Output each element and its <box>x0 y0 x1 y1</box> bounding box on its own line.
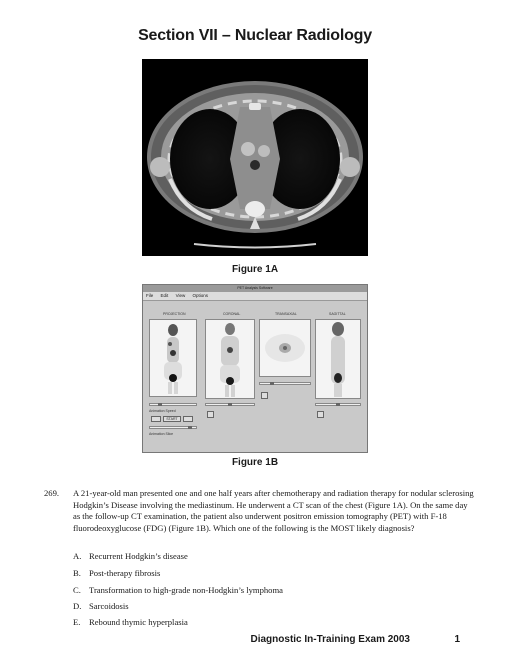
option-letter: A. <box>73 551 82 561</box>
slider-thumb[interactable] <box>188 426 192 429</box>
question-block <box>44 488 474 534</box>
page-title: Section VII – Nuclear Radiology <box>138 27 372 44</box>
animation-slice-slider[interactable] <box>149 426 197 429</box>
pet-projection-image <box>150 320 196 396</box>
projection-slider[interactable] <box>149 403 197 406</box>
pet-sagittal-image <box>316 320 360 398</box>
option-text: Post-therapy fibrosis <box>89 568 161 578</box>
menu-edit[interactable]: Edit <box>160 293 169 298</box>
option-letter: B. <box>73 568 81 578</box>
rewind-button[interactable] <box>151 416 161 422</box>
pane-transaxial[interactable] <box>259 319 311 377</box>
pane-coronal[interactable] <box>205 319 255 399</box>
option-a[interactable] <box>73 551 188 561</box>
pane-projection[interactable] <box>149 319 197 397</box>
footer-exam-title: Diagnostic In-Training Exam 2003 <box>250 634 410 645</box>
page-number: 1 <box>454 634 460 645</box>
option-text: Rebound thymic hyperplasia <box>89 617 188 627</box>
question-stem: A 21-year-old man presented one and one half years after chemotherapy and radiation therapy for nodular sclerosing Hodgkin’s Disease involving the mediastinum. He underwent a CT scan of the chest (Figure 1A). On the same day as the follow-up CT examination, the patient also underwent positron emission tomography (PET) with F-18 fluorodeoxyglucose (FDG) (Figure 1B). Which one of the following is the MOST likely diagnosis? <box>73 488 474 533</box>
sagittal-button[interactable] <box>317 411 324 418</box>
animation-speed-label: Animation Speed <box>149 409 176 413</box>
slider-thumb[interactable] <box>158 403 162 406</box>
menu-file[interactable]: File <box>146 293 154 298</box>
option-d[interactable] <box>73 601 129 611</box>
transaxial-button[interactable] <box>261 392 268 399</box>
option-text: Sarcoidosis <box>89 601 129 611</box>
option-c[interactable] <box>73 585 283 595</box>
option-letter: D. <box>73 601 82 611</box>
menu-options[interactable]: Options <box>192 293 209 298</box>
slider-thumb[interactable] <box>336 403 340 406</box>
menu-view[interactable]: View <box>175 293 186 298</box>
figure-1a-caption: Figure 1A <box>231 264 279 275</box>
figure-1b-caption: Figure 1B <box>231 457 279 468</box>
coronal-button[interactable] <box>207 411 214 418</box>
coronal-slider[interactable] <box>205 403 255 406</box>
transaxial-slider[interactable] <box>259 382 311 385</box>
ct-scan-image <box>142 59 368 256</box>
pane-sagittal[interactable] <box>315 319 361 399</box>
slider-thumb[interactable] <box>270 382 274 385</box>
option-e[interactable] <box>73 617 188 627</box>
option-b[interactable] <box>73 568 160 578</box>
window-title: PET Analysis Software <box>143 285 367 292</box>
pet-transaxial-image <box>260 320 310 376</box>
animation-slice-label: Animation Slice <box>149 432 174 436</box>
option-letter: E. <box>73 617 81 627</box>
ct-scan-drawing <box>142 59 368 256</box>
pane-label-transaxial: TRANSAXIAL <box>275 312 297 316</box>
pane-label-projection: PROJECTION <box>163 312 186 316</box>
pet-software-window <box>142 284 368 453</box>
sagittal-slider[interactable] <box>315 403 361 406</box>
menu-bar <box>143 292 367 301</box>
start-button[interactable]: START <box>163 416 181 422</box>
pet-coronal-image <box>206 320 254 398</box>
pane-label-sagittal: SAGITTAL <box>329 312 346 316</box>
option-text: Transformation to high-grade non-Hodgkin’s lymphoma <box>89 585 283 595</box>
forward-button[interactable] <box>183 416 193 422</box>
option-letter: C. <box>73 585 81 595</box>
option-text: Recurrent Hodgkin’s disease <box>89 551 188 561</box>
question-number: 269. <box>44 488 60 498</box>
pane-label-coronal: CORONAL <box>223 312 241 316</box>
slider-thumb[interactable] <box>228 403 232 406</box>
